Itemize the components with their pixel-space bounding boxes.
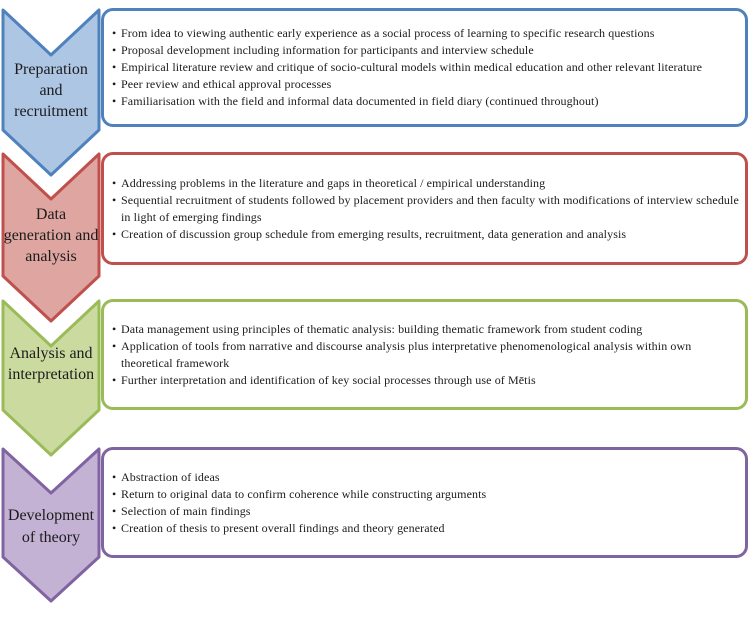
bullet-item xyxy=(112,25,739,42)
phase-arrow-analysis xyxy=(1,299,101,457)
bullet-item xyxy=(112,42,739,59)
bullet-marker: • xyxy=(112,60,117,74)
phase-arrow-data-generation xyxy=(1,152,101,323)
bullet-item xyxy=(112,372,739,389)
phase-box-data-generation xyxy=(101,152,748,265)
bullet-item xyxy=(112,93,739,110)
bullet-marker: • xyxy=(112,520,117,535)
bullet-text: Selection of main findings xyxy=(121,503,251,518)
phase-box-analysis xyxy=(101,299,748,410)
phase-label-theory: Development of theory xyxy=(7,507,95,546)
bullet-marker: • xyxy=(112,192,117,207)
bullet-item xyxy=(112,469,739,486)
phase-label-preparation: Preparation and recruitment xyxy=(14,61,88,121)
bullet-item xyxy=(112,76,739,93)
bullet-marker: • xyxy=(112,338,117,353)
bullet-marker: • xyxy=(112,94,117,108)
bullet-marker: • xyxy=(112,175,117,190)
bullet-text: Creation of discussion group schedule from emerging results, recruitment, data generation and analysis xyxy=(121,226,627,241)
bullet-item xyxy=(112,321,739,338)
bullet-text: Return to original data to confirm coherence while constructing arguments xyxy=(121,486,487,501)
bullet-text: Peer review and ethical approval processes xyxy=(121,77,332,91)
phase-box-preparation xyxy=(101,8,748,127)
phase-box-theory xyxy=(101,447,748,558)
bullet-marker: • xyxy=(112,469,117,484)
bullet-text: Creation of thesis to present overall findings and theory generated xyxy=(121,520,445,535)
bullet-marker: • xyxy=(112,486,117,501)
bullet-item xyxy=(112,520,739,537)
bullet-item xyxy=(112,338,739,372)
bullet-text: Further interpretation and identification of key social processes through use of Mētis xyxy=(121,372,536,387)
bullet-marker: • xyxy=(112,26,117,40)
bullet-text: Application of tools from narrative and discourse analysis plus interpretative phenomenological analysis within own theoretical framework xyxy=(121,338,692,370)
bullet-item xyxy=(112,59,739,76)
phase-arrow-theory xyxy=(1,447,101,603)
bullet-list xyxy=(112,321,739,389)
bullet-marker: • xyxy=(112,43,117,57)
bullet-item xyxy=(112,226,739,243)
bullet-list xyxy=(112,175,739,243)
bullet-item xyxy=(112,486,739,503)
bullet-marker: • xyxy=(112,226,117,241)
bullet-list xyxy=(112,469,739,537)
bullet-text: Data management using principles of thematic analysis: building thematic framework from student coding xyxy=(121,321,643,336)
bullet-marker: • xyxy=(112,321,117,336)
phase-label-analysis: Analysis and interpretation xyxy=(7,344,95,383)
bullet-item xyxy=(112,503,739,520)
bullet-item xyxy=(112,175,739,192)
bullet-item xyxy=(112,192,739,226)
bullet-text: Addressing problems in the literature and gaps in theoretical / empirical understanding xyxy=(121,175,546,190)
bullet-text: Proposal development including information for participants and interview schedule xyxy=(121,43,534,57)
phase-label-data-generation: Data generation and analysis xyxy=(3,206,99,266)
bullet-text: Sequential recruitment of students followed by placement providers and then faculty with modifications of interview schedule in light of emerging findings xyxy=(121,192,739,224)
bullet-marker: • xyxy=(112,77,117,91)
bullet-text: From idea to viewing authentic early experience as a social process of learning to specific research questions xyxy=(121,26,655,40)
bullet-text: Abstraction of ideas xyxy=(121,469,220,484)
bullet-text: Familiarisation with the field and informal data documented in field diary (continued throughout) xyxy=(121,94,599,108)
bullet-list xyxy=(112,25,739,110)
bullet-text: Empirical literature review and critique of socio-cultural models within medical education and other relevant literature xyxy=(121,60,703,74)
bullet-marker: • xyxy=(112,372,117,387)
bullet-marker: • xyxy=(112,503,117,518)
